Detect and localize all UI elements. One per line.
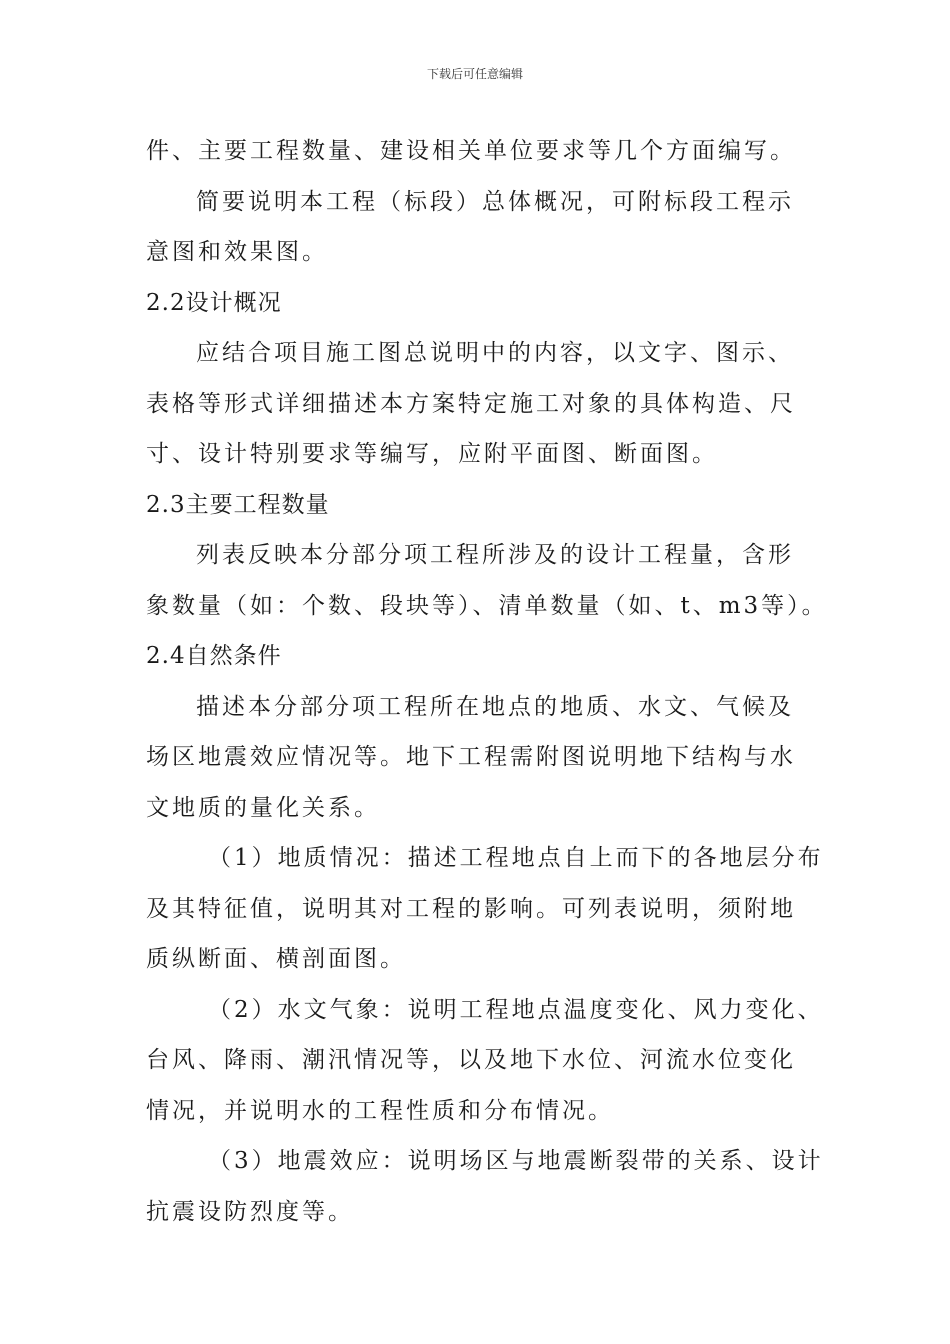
paragraph-line: 描述本分部分项工程所在地点的地质、水文、气候及 [196, 693, 794, 720]
paragraph-line: 质纵断面、横剖面图。 [146, 946, 406, 972]
paragraph-line: 及其特征值，说明其对工程的影响。可列表说明，须附地 [146, 895, 796, 922]
paragraph-line: 意图和效果图。 [146, 239, 328, 265]
paragraph-line: 简要说明本工程（标段）总体概况，可附标段工程示 [196, 188, 794, 215]
paragraph-line: 表格等形式详细描述本方案特定施工对象的具体构造、尺 [146, 390, 796, 417]
paragraph-line: 件、主要工程数量、建设相关单位要求等几个方面编写。 [146, 138, 796, 164]
list-item-seismic: （3）地震效应：说明场区与地震断裂带的关系、设计 [208, 1148, 824, 1174]
paragraph-line: 情况，并说明水的工程性质和分布情况。 [146, 1097, 614, 1124]
list-item-hydrology: （2）水文气象：说明工程地点温度变化、风力变化、 [208, 996, 824, 1023]
paragraph-line: 寸、设计特别要求等编写，应附平面图、断面图。 [146, 441, 718, 467]
paragraph-line: 场区地震效应情况等。地下工程需附图说明地下结构与水 [146, 744, 796, 770]
page-header: 下载后可任意编辑 [426, 67, 523, 81]
paragraph-line: 文地质的量化关系。 [146, 794, 380, 821]
paragraph-line: 列表反映本分部分项工程所涉及的设计工程量，含形 [196, 542, 794, 568]
paragraph-line: 应结合项目施工图总说明中的内容，以文字、图示、 [196, 340, 794, 366]
list-item-geology: （1）地质情况：描述工程地点自上而下的各地层分布 [208, 845, 824, 871]
paragraph-line: 台风、降雨、潮汛情况等，以及地下水位、河流水位变化 [146, 1047, 796, 1073]
section-heading-2-4: 2.4自然条件 [146, 643, 282, 669]
document-body [146, 126, 828, 1237]
section-heading-2-2: 2.2设计概况 [146, 289, 282, 316]
paragraph-line: 抗震设防烈度等。 [146, 1198, 354, 1225]
paragraph-line: 象数量（如：个数、段块等）、清单数量（如、t、m3等）。 [146, 592, 828, 619]
section-heading-2-3: 2.3主要工程数量 [146, 491, 330, 518]
